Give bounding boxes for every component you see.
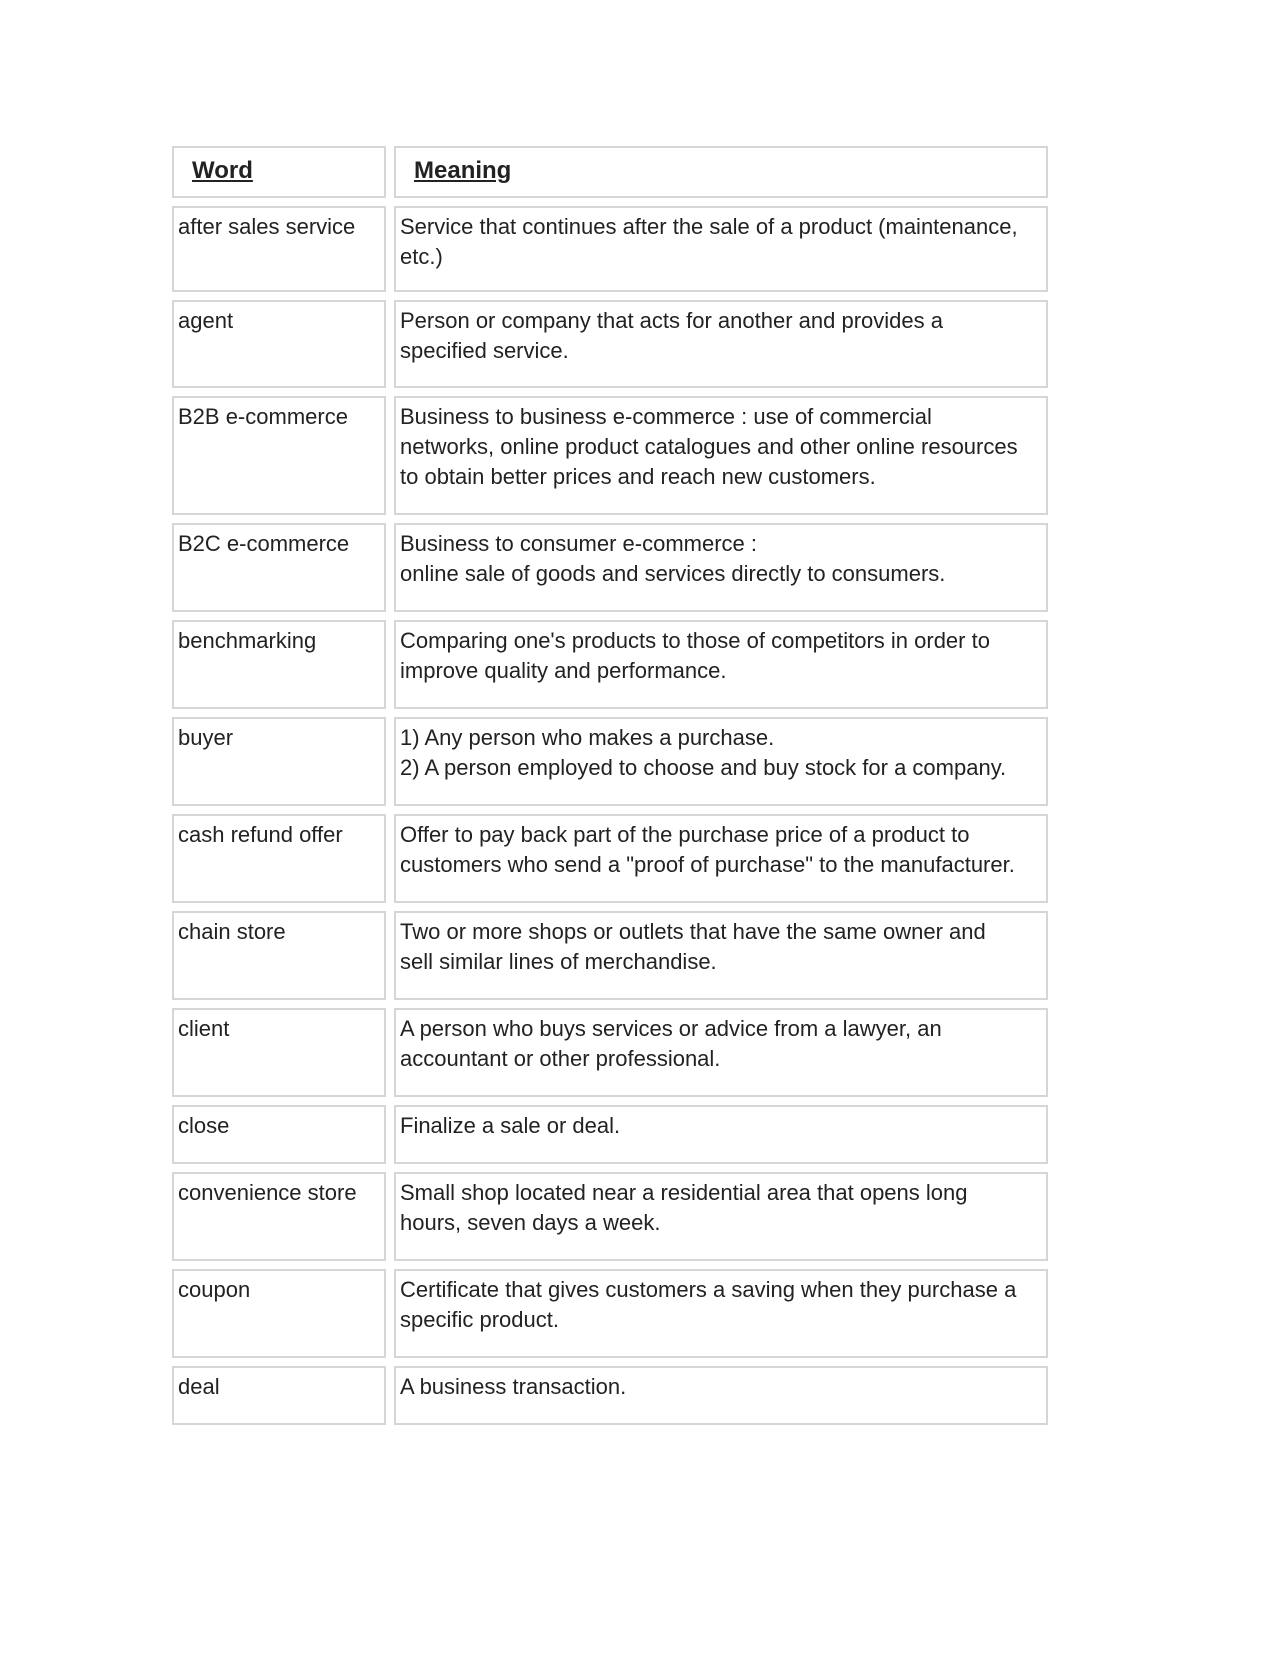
word-cell: chain store [172, 911, 386, 1000]
meaning-line: Finalize a sale or deal. [400, 1113, 621, 1138]
word-column-header: Word [172, 146, 386, 198]
table-row [172, 911, 1048, 1000]
meaning-cell [394, 1366, 1048, 1425]
meaning-cell [394, 1172, 1048, 1261]
meaning-line: customers who send a "proof of purchase" to the manufacturer. [400, 852, 1015, 877]
table-row [172, 620, 1048, 709]
meaning-line: accountant or other professional. [400, 1046, 721, 1071]
meaning-line: networks, online product catalogues and other online resources [400, 434, 1018, 459]
meaning-cell [394, 300, 1048, 388]
word-cell: deal [172, 1366, 386, 1425]
meaning-line: hours, seven days a week. [400, 1210, 661, 1235]
table-row [172, 1008, 1048, 1097]
word-cell: coupon [172, 1269, 386, 1358]
table-row [172, 523, 1048, 612]
table-row [172, 396, 1048, 515]
meaning-line: Two or more shops or outlets that have the same owner and [400, 919, 986, 944]
word-cell: B2C e-commerce [172, 523, 386, 612]
meaning-cell [394, 523, 1048, 612]
word-cell: close [172, 1105, 386, 1164]
meaning-line: 2) A person employed to choose and buy stock for a company. [400, 755, 1007, 780]
meaning-line: Business to business e-commerce : use of commercial [400, 404, 932, 429]
meaning-cell [394, 911, 1048, 1000]
table-row [172, 1269, 1048, 1358]
meaning-line: online sale of goods and services directly to consumers. [400, 561, 946, 586]
meaning-line: specified service. [400, 338, 569, 363]
meaning-line: 1) Any person who makes a purchase. [400, 725, 775, 750]
word-cell: buyer [172, 717, 386, 806]
meaning-line: improve quality and performance. [400, 658, 727, 683]
header-row [172, 146, 1048, 198]
meaning-cell [394, 1105, 1048, 1164]
meaning-line: Certificate that gives customers a saving when they purchase a [400, 1277, 1017, 1302]
meaning-line: Person or company that acts for another and provides a [400, 308, 943, 333]
meaning-cell [394, 1269, 1048, 1358]
meaning-line: etc.) [400, 244, 443, 269]
table-row [172, 717, 1048, 806]
table-row [172, 1366, 1048, 1425]
word-cell: B2B e-commerce [172, 396, 386, 515]
word-cell: benchmarking [172, 620, 386, 709]
meaning-line: Service that continues after the sale of a product (maintenance, [400, 214, 1018, 239]
word-cell: convenience store [172, 1172, 386, 1261]
table-row [172, 206, 1048, 292]
meaning-line: Comparing one's products to those of competitors in order to [400, 628, 990, 653]
meaning-cell [394, 717, 1048, 806]
meaning-line: sell similar lines of merchandise. [400, 949, 717, 974]
meaning-cell [394, 1008, 1048, 1097]
word-cell: agent [172, 300, 386, 388]
meaning-cell [394, 396, 1048, 515]
meaning-column-header: Meaning [394, 146, 1048, 198]
table-row [172, 1105, 1048, 1164]
meaning-line: Small shop located near a residential area that opens long [400, 1180, 968, 1205]
meaning-line: specific product. [400, 1307, 559, 1332]
meaning-line: Business to consumer e-commerce : [400, 531, 758, 556]
word-cell: client [172, 1008, 386, 1097]
meaning-line: A business transaction. [400, 1374, 627, 1399]
meaning-line: A person who buys services or advice from a lawyer, an [400, 1016, 942, 1041]
meaning-cell [394, 206, 1048, 292]
glossary-table [172, 146, 1048, 1433]
table-row [172, 300, 1048, 388]
table-row [172, 1172, 1048, 1261]
meaning-line: Offer to pay back part of the purchase price of a product to [400, 822, 970, 847]
word-cell: after sales service [172, 206, 386, 292]
meaning-line: to obtain better prices and reach new customers. [400, 464, 876, 489]
table-row [172, 814, 1048, 903]
meaning-cell [394, 814, 1048, 903]
meaning-cell [394, 620, 1048, 709]
word-cell: cash refund offer [172, 814, 386, 903]
